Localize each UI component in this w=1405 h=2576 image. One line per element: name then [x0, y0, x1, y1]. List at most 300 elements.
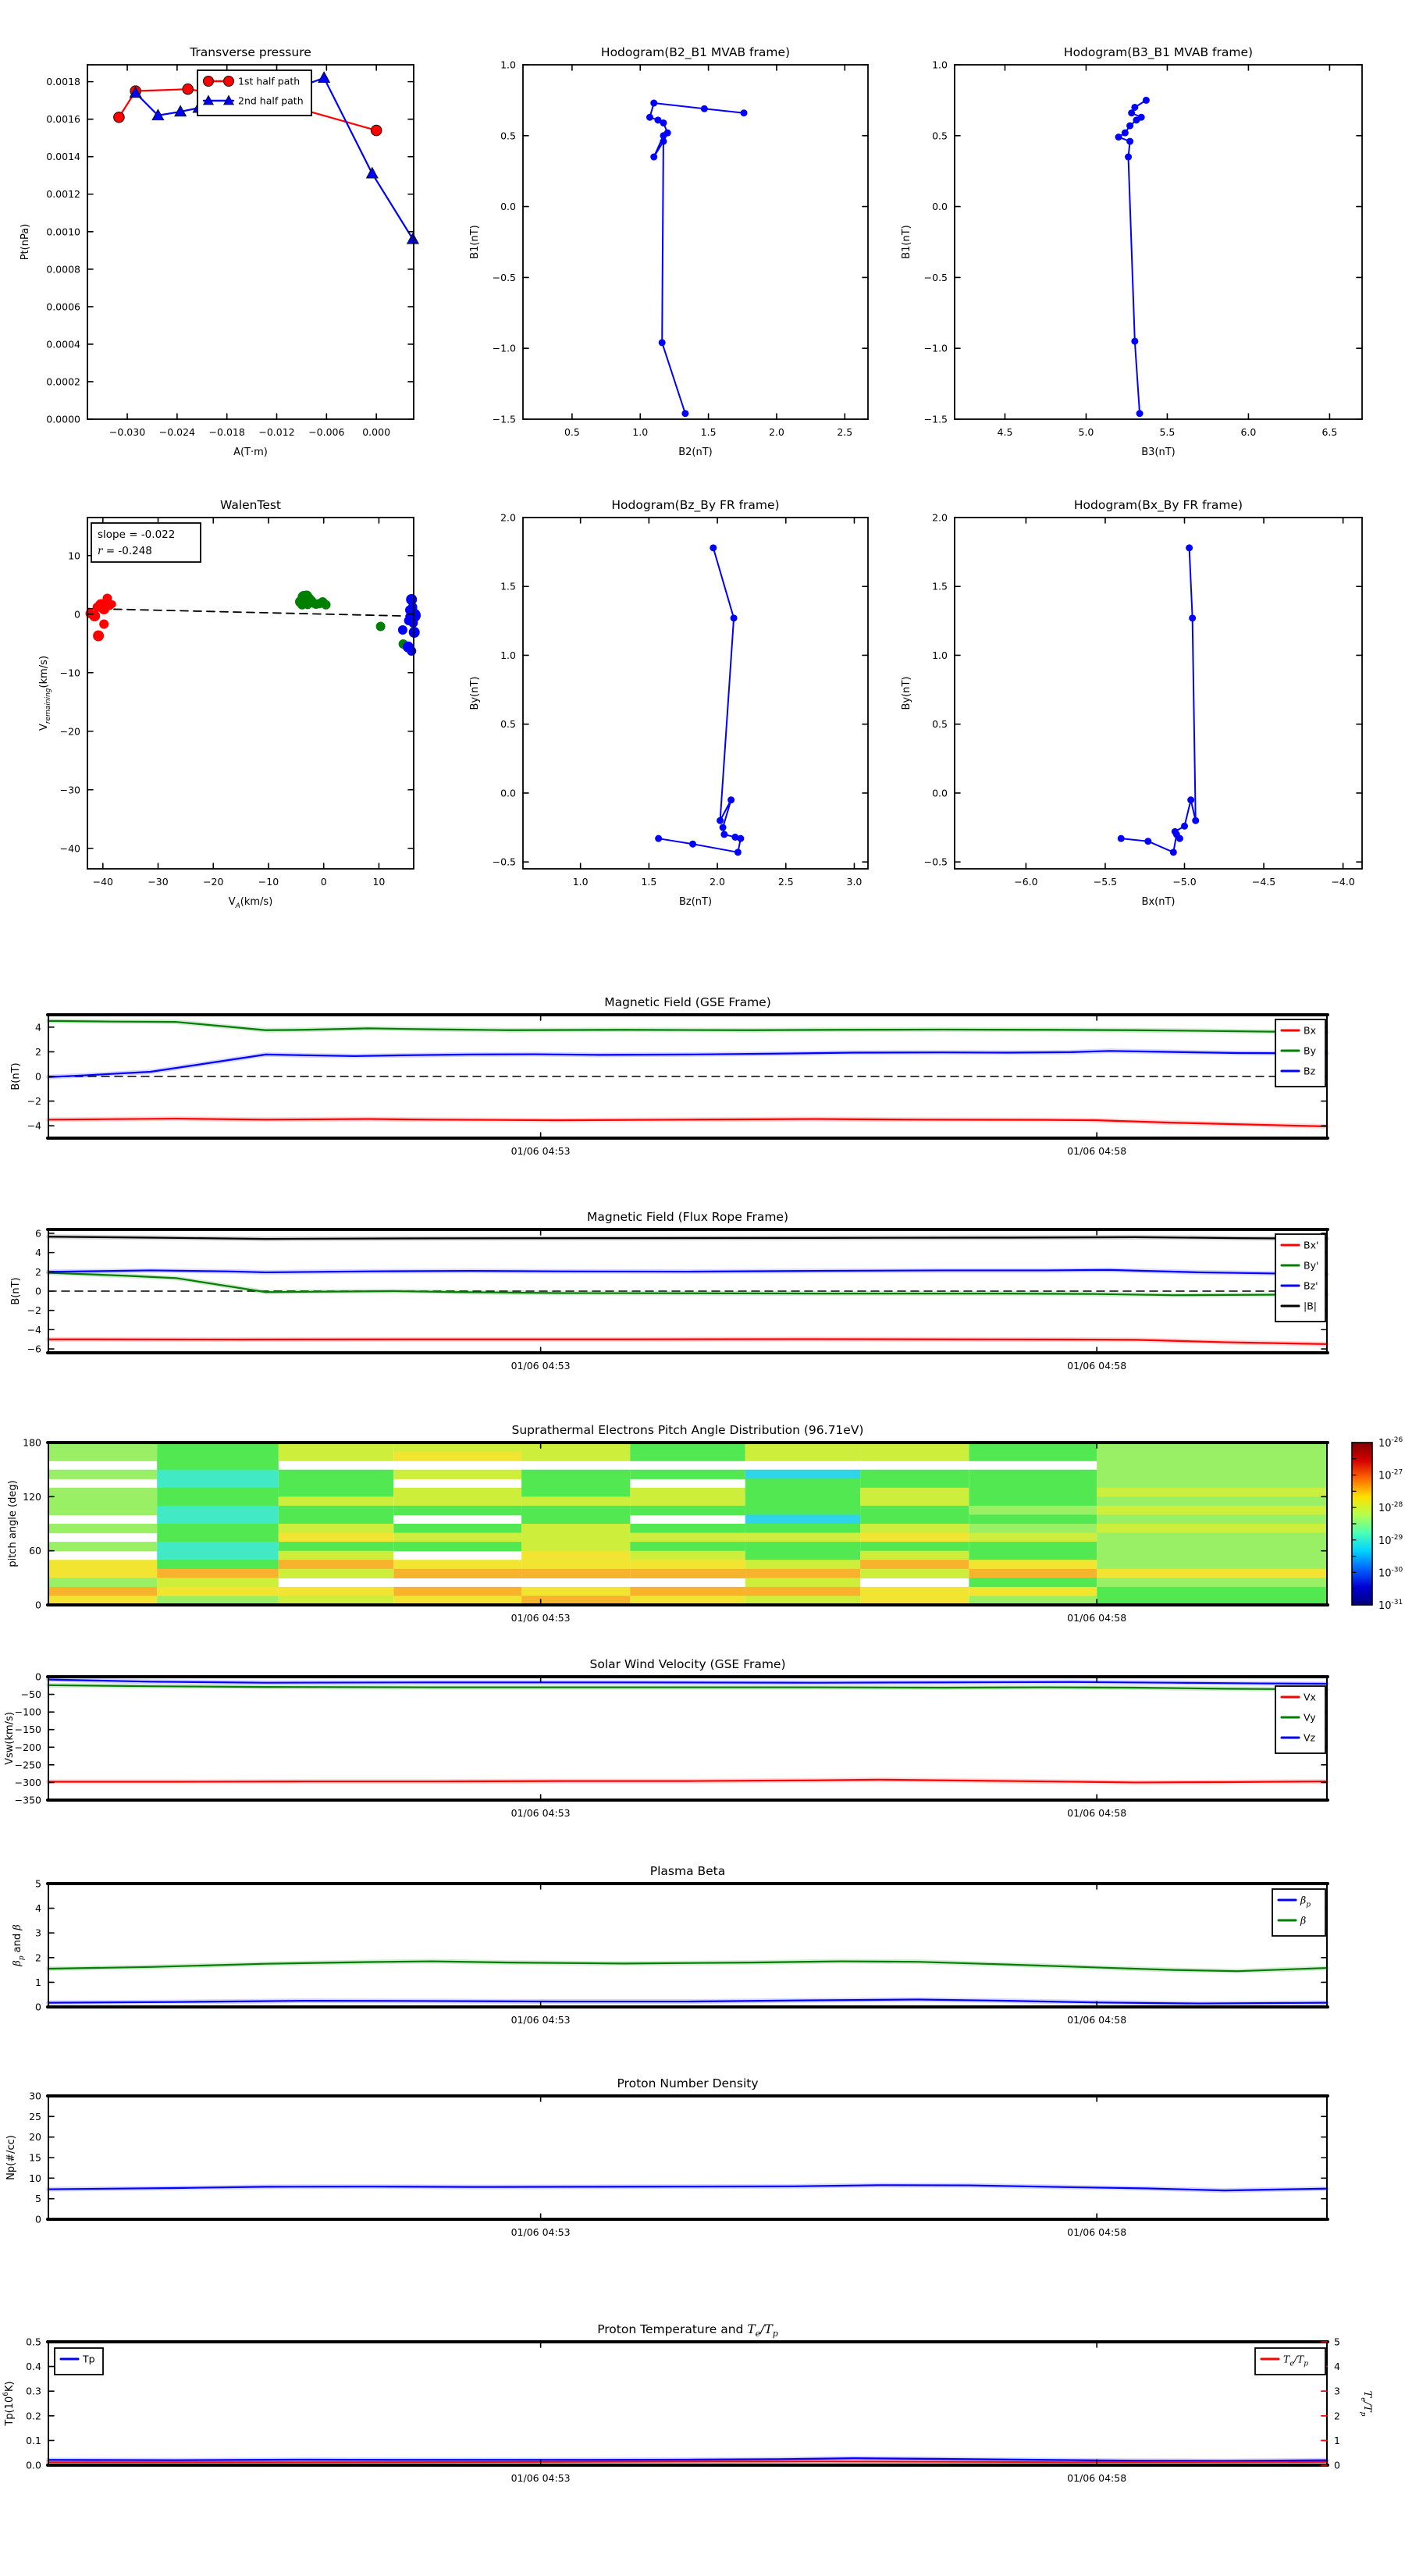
heatmap-cell — [521, 1488, 630, 1497]
y-axis-label: $\beta_p$ and β — [12, 1924, 26, 1966]
y-tick-label: 0 — [35, 1285, 41, 1297]
scatter-point — [304, 602, 311, 610]
x-tick-label: 2.0 — [769, 426, 784, 438]
legend-label: $\beta_p$ — [1300, 1894, 1311, 1909]
dot-marker — [727, 796, 735, 803]
y-tick-label: 0 — [35, 1599, 41, 1611]
y-tick-label: 0.0 — [932, 787, 948, 799]
legend-label: 2nd half path — [238, 94, 304, 107]
y-axis-label: By(nT) — [469, 676, 481, 710]
legend-label: |B| — [1304, 1300, 1317, 1312]
scatter-point — [398, 625, 407, 635]
legend-label: Vx — [1304, 1691, 1316, 1703]
legend-label: Bx — [1304, 1024, 1316, 1037]
y-tick-label: −10 — [59, 667, 80, 679]
heatmap-cell — [1097, 1587, 1327, 1596]
panel-title: Proton Temperature and $T_e/T_p$ — [597, 2322, 778, 2339]
dot-marker — [1170, 849, 1177, 856]
legend-box — [1272, 1889, 1325, 1936]
colorbar-tick-label: $10^{-26}$ — [1378, 1436, 1403, 1450]
x-tick-label: 01/06 04:53 — [510, 1807, 571, 1819]
x-tick-label: 6.5 — [1321, 426, 1338, 438]
panel-title: Suprathermal Electrons Pitch Angle Distribution (96.71eV) — [511, 1423, 864, 1437]
heatmap-cell — [1097, 1506, 1327, 1515]
legend-label: 1st half path — [238, 75, 301, 87]
x-tick-label: 01/06 04:58 — [1067, 1360, 1127, 1372]
legend-label: By — [1304, 1044, 1316, 1057]
heatmap-cell — [630, 1587, 745, 1596]
heatmap-cell — [521, 1524, 630, 1533]
stats-text-line: r = -0.248 — [98, 545, 152, 557]
y-tick-label: 0.0 — [932, 201, 948, 213]
dot-marker — [1143, 97, 1150, 104]
dot-marker — [1126, 123, 1133, 130]
circle-marker — [183, 84, 194, 94]
heatmap-cell — [745, 1587, 860, 1596]
dot-marker — [660, 132, 667, 139]
legend-label: Vy — [1304, 1711, 1316, 1724]
y-tick-label: −0.5 — [923, 271, 948, 283]
y-tick-label: 0 — [35, 2001, 41, 2013]
heatmap-cell — [521, 1587, 630, 1596]
x-axis-label: $V_A(km/s)$ — [228, 896, 273, 910]
y-axis-label: B1(nT) — [901, 225, 912, 259]
x-tick-label: −6.0 — [1014, 876, 1038, 888]
x-tick-label: −5.5 — [1093, 876, 1118, 888]
y-tick-label: 0.0018 — [46, 76, 80, 88]
dot-marker — [689, 841, 696, 848]
dot-marker — [1176, 835, 1183, 842]
heatmap-cell — [630, 1542, 745, 1551]
y-tick-label: −100 — [14, 1706, 41, 1718]
panel-title: WalenTest — [219, 498, 282, 512]
y-tick-label: 0.0004 — [46, 338, 80, 350]
heatmap-cell — [969, 1514, 1097, 1524]
heatmap-cell — [860, 1496, 969, 1506]
dot-marker — [1136, 410, 1144, 417]
panel-title: Hodogram(Bx_By FR frame) — [1073, 498, 1243, 512]
y-axis-label: B1(nT) — [469, 225, 481, 259]
y-tick-label: 2.0 — [932, 511, 948, 524]
y-tick-label: 0.0 — [500, 201, 516, 213]
heatmap-cell — [157, 1533, 279, 1542]
heatmap-cell — [393, 1524, 521, 1533]
legend-label: By' — [1304, 1259, 1319, 1272]
legend-label: β — [1300, 1914, 1307, 1927]
y-tick-label: −1.0 — [923, 342, 948, 354]
x-tick-label: −4.5 — [1251, 876, 1276, 888]
heatmap-cell — [745, 1470, 860, 1479]
heatmap-cell — [630, 1488, 745, 1497]
x-axis-label: Bz(nT) — [678, 896, 713, 908]
heatmap-cell — [745, 1478, 860, 1488]
x-tick-label: 01/06 04:58 — [1067, 2472, 1127, 2484]
y-tick-label: 4 — [35, 1902, 41, 1915]
dot-marker — [1144, 838, 1151, 845]
dot-marker — [710, 544, 717, 551]
circle-marker — [224, 76, 234, 87]
dot-marker — [1125, 154, 1132, 161]
heatmap-cell — [745, 1452, 860, 1461]
heatmap-cell — [521, 1470, 630, 1479]
heatmap-cell — [745, 1524, 860, 1533]
heatmap-cell — [969, 1470, 1097, 1479]
dot-marker — [659, 339, 666, 346]
y-tick-label: 15 — [29, 2151, 41, 2164]
y-axis-label: $V_{remaining}(km/s)$ — [38, 655, 52, 731]
legend-label: $T_e/T_p$ — [1283, 2353, 1308, 2368]
dot-marker — [646, 114, 653, 121]
y-tick-label: 20 — [29, 2131, 41, 2144]
dot-marker — [655, 835, 662, 842]
y-tick-label: 2 — [35, 1045, 41, 1058]
y-tick-label: 30 — [29, 2090, 41, 2102]
heatmap-cell — [860, 1587, 969, 1596]
heatmap-cell — [860, 1524, 969, 1533]
dot-marker — [1131, 338, 1138, 345]
panel-title: Transverse pressure — [190, 45, 311, 59]
heatmap-cell — [969, 1578, 1097, 1587]
legend-label: Tp — [83, 2353, 95, 2365]
y-tick-label: 0 — [35, 1670, 41, 1683]
panel-title: Solar Wind Velocity (GSE Frame) — [589, 1657, 786, 1671]
heatmap-cell — [279, 1587, 393, 1596]
heatmap-cell — [860, 1478, 969, 1488]
x-tick-label: −0.012 — [258, 426, 295, 438]
heatmap-cell — [279, 1470, 393, 1479]
scatter-point — [407, 646, 416, 656]
y-tick-label: 5 — [35, 2193, 41, 2205]
heatmap-cell — [157, 1542, 279, 1551]
y-tick-label: 0.5 — [500, 718, 516, 731]
y-tick-label: 1.0 — [500, 59, 516, 71]
heatmap-cell — [157, 1461, 279, 1470]
heatmap-cell — [745, 1488, 860, 1497]
heatmap-cell — [157, 1514, 279, 1524]
y-tick-label: −300 — [14, 1776, 41, 1788]
panel-title: Plasma Beta — [649, 1864, 726, 1878]
right-tick-label: 1 — [1334, 2434, 1340, 2446]
y-tick-label: 0 — [35, 1070, 41, 1083]
heatmap-cell — [157, 1560, 279, 1569]
heatmap-cell — [969, 1533, 1097, 1542]
x-axis-label: B3(nT) — [1141, 447, 1176, 458]
right-tick-label: 2 — [1334, 2410, 1340, 2422]
x-tick-label: −0.006 — [308, 426, 345, 438]
heatmap-cell — [279, 1506, 393, 1515]
y-tick-label: 2 — [35, 1265, 41, 1278]
dot-marker — [1126, 138, 1133, 145]
heatmap-cell — [745, 1560, 860, 1569]
heatmap-cell — [860, 1514, 969, 1524]
x-tick-label: 2.0 — [710, 876, 726, 888]
heatmap-cell — [860, 1488, 969, 1497]
heatmap-cell — [1097, 1533, 1327, 1542]
y-tick-label: 0.0 — [26, 2459, 41, 2471]
heatmap-cell — [860, 1551, 969, 1560]
right-tick-label: 0 — [1334, 2459, 1340, 2471]
circle-marker — [114, 112, 125, 123]
heatmap-cell — [279, 1569, 393, 1578]
x-tick-label: 2.5 — [777, 876, 794, 888]
y-tick-label: 0.0010 — [46, 226, 80, 238]
heatmap-cell — [969, 1542, 1097, 1551]
heatmap-cell — [630, 1551, 745, 1560]
legend-label: Bx' — [1304, 1239, 1319, 1251]
heatmap-cell — [279, 1452, 393, 1461]
heatmap-cell — [393, 1533, 521, 1542]
x-tick-label: 01/06 04:53 — [510, 1612, 571, 1624]
dot-marker — [735, 849, 742, 856]
x-tick-label: 1.0 — [632, 426, 649, 438]
heatmap-cell — [393, 1560, 521, 1569]
heatmap-cell — [157, 1452, 279, 1461]
y-axis-label: B(nT) — [10, 1277, 22, 1305]
heatmap-cell — [393, 1542, 521, 1551]
heatmap-cell — [1097, 1478, 1327, 1488]
x-tick-label: 1.5 — [641, 876, 657, 888]
y-tick-label: 2 — [35, 1952, 41, 1964]
dot-marker — [717, 817, 724, 824]
y-axis-label: B(nT) — [10, 1062, 22, 1091]
y-axis-label: Vsw(km/s) — [4, 1712, 16, 1765]
y-axis-label: Pt(nPa) — [20, 223, 31, 261]
heatmap-cell — [969, 1587, 1097, 1596]
panel-title: Hodogram(B2_B1 MVAB frame) — [600, 45, 791, 59]
y-tick-label: −0.5 — [923, 856, 948, 868]
y-tick-label: 120 — [23, 1490, 41, 1503]
dot-marker — [1115, 133, 1122, 141]
y-tick-label: 0.3 — [26, 2385, 41, 2397]
heatmap-cell — [157, 1587, 279, 1596]
x-tick-label: 01/06 04:53 — [510, 2226, 571, 2238]
y-tick-label: 10 — [68, 550, 80, 562]
y-tick-label: 0.0012 — [46, 188, 80, 201]
y-tick-label: 180 — [23, 1436, 41, 1449]
heatmap-cell — [630, 1452, 745, 1461]
y-tick-label: 0.0016 — [46, 113, 80, 126]
heatmap-cell — [1097, 1560, 1327, 1569]
x-axis-label: A(T·m) — [233, 447, 268, 458]
heatmap-cell — [1097, 1514, 1327, 1524]
x-tick-label: −30 — [148, 876, 169, 888]
dot-marker — [1181, 823, 1188, 830]
series-Te/Tp — [48, 2461, 1327, 2462]
heatmap-cell — [157, 1496, 279, 1506]
x-tick-label: 5.5 — [1159, 426, 1176, 438]
x-tick-label: 4.5 — [997, 426, 1013, 438]
heatmap-cell — [1097, 1488, 1327, 1497]
heatmap-cell — [279, 1496, 393, 1506]
y-axis-label: pitch angle (deg) — [7, 1480, 19, 1567]
series-|B| — [48, 1236, 1327, 1239]
series-line — [48, 2461, 1327, 2462]
heatmap-cell — [630, 1560, 745, 1569]
dot-marker — [1128, 109, 1135, 116]
x-tick-label: −10 — [258, 876, 279, 888]
dot-marker — [1187, 796, 1194, 803]
right-axis-label: $T_e/T_p$ — [1359, 2390, 1373, 2417]
x-tick-label: −40 — [92, 876, 113, 888]
heatmap-cell — [279, 1551, 393, 1560]
heatmap-cell — [860, 1542, 969, 1551]
colorbar-tick-label: $10^{-27}$ — [1378, 1468, 1403, 1482]
heatmap-cell — [521, 1514, 630, 1524]
y-axis-label: By(nT) — [901, 676, 912, 710]
scatter-point — [99, 620, 108, 629]
y-tick-label: 0.0000 — [46, 413, 80, 425]
x-tick-label: 1.5 — [700, 426, 717, 438]
colorbar-tick-label: $10^{-29}$ — [1378, 1533, 1403, 1547]
panel-title: Proton Number Density — [617, 2076, 759, 2090]
y-tick-label: 10 — [29, 2172, 41, 2184]
heatmap-cell — [48, 1569, 157, 1578]
heatmap-cell — [1097, 1578, 1327, 1587]
dot-marker — [1186, 544, 1193, 551]
heatmap-cell — [969, 1488, 1097, 1497]
heatmap-cell — [860, 1452, 969, 1461]
colorbar-tick-label: $10^{-31}$ — [1378, 1599, 1403, 1612]
y-tick-label: 0.5 — [500, 130, 516, 142]
scatter-point — [376, 622, 386, 632]
heatmap-cell — [969, 1524, 1097, 1533]
panel-title: Magnetic Field (GSE Frame) — [604, 995, 771, 1009]
y-tick-label: −40 — [59, 842, 80, 855]
circle-marker — [204, 76, 214, 87]
y-tick-label: −50 — [20, 1688, 41, 1701]
y-tick-label: 0.5 — [26, 2336, 41, 2348]
y-tick-label: 25 — [29, 2110, 41, 2122]
dot-marker — [720, 831, 727, 838]
y-tick-label: 0.0002 — [46, 375, 80, 388]
heatmap-cell — [1097, 1551, 1327, 1560]
heatmap-cell — [745, 1578, 860, 1587]
y-tick-label: 0.4 — [26, 2361, 41, 2373]
y-tick-label: −0.5 — [492, 271, 516, 283]
y-tick-label: 0 — [74, 608, 80, 621]
x-tick-label: 6.0 — [1240, 426, 1257, 438]
heatmap-cell — [521, 1452, 630, 1461]
heatmap-cell — [521, 1560, 630, 1569]
dot-marker — [650, 100, 657, 107]
x-tick-label: 1.0 — [572, 876, 589, 888]
y-tick-label: 0.1 — [26, 2434, 41, 2446]
y-tick-label: −0.5 — [492, 856, 516, 868]
heatmap-cell — [745, 1569, 860, 1578]
dot-marker — [720, 824, 727, 831]
heatmap-cell — [630, 1524, 745, 1533]
heatmap-cell — [157, 1569, 279, 1578]
y-tick-label: −1.5 — [923, 413, 948, 425]
heatmap-cell — [969, 1452, 1097, 1461]
dot-marker — [731, 614, 738, 621]
dot-marker — [701, 105, 708, 112]
heatmap-cell — [521, 1506, 630, 1515]
heatmap-cell — [969, 1551, 1097, 1560]
x-axis-label: Bx(nT) — [1141, 896, 1176, 908]
heatmap-cell — [279, 1533, 393, 1542]
heatmap-cell — [48, 1578, 157, 1587]
heatmap-cell — [630, 1496, 745, 1506]
y-tick-label: 1 — [35, 1976, 41, 1988]
y-tick-label: −4 — [27, 1119, 41, 1132]
heatmap-cell — [969, 1506, 1097, 1515]
heatmap-cell — [279, 1524, 393, 1533]
y-tick-label: 2.0 — [500, 511, 516, 524]
stats-text-line: slope = -0.022 — [98, 528, 176, 541]
heatmap-cell — [860, 1533, 969, 1542]
y-tick-label: −1.5 — [492, 413, 516, 425]
legend-box — [55, 2348, 103, 2375]
heatmap-cell — [745, 1514, 860, 1524]
x-tick-label: 01/06 04:58 — [1067, 2014, 1127, 2026]
dot-marker — [650, 154, 657, 161]
y-tick-label: 0.0 — [500, 787, 516, 799]
x-tick-label: −5.0 — [1172, 876, 1197, 888]
heatmap-cell — [157, 1470, 279, 1479]
x-tick-label: −20 — [203, 876, 224, 888]
y-tick-label: 6 — [35, 1227, 41, 1240]
dot-marker — [1133, 116, 1140, 123]
heatmap-cell — [860, 1560, 969, 1569]
y-tick-label: 1.0 — [932, 649, 948, 661]
y-tick-label: −2 — [27, 1095, 41, 1108]
x-tick-label: −0.018 — [208, 426, 245, 438]
heatmap-cell — [393, 1452, 521, 1461]
heatmap-cell — [630, 1533, 745, 1542]
heatmap-cell — [279, 1560, 393, 1569]
y-tick-label: −4 — [27, 1323, 41, 1336]
y-tick-label: −1.0 — [492, 342, 516, 354]
colorbar-tick-label: $10^{-28}$ — [1378, 1501, 1403, 1515]
dot-marker — [1118, 835, 1125, 842]
heatmap-cell — [521, 1496, 630, 1506]
heatmap-cell — [48, 1470, 157, 1479]
x-tick-label: 01/06 04:58 — [1067, 1145, 1127, 1157]
heatmap-cell — [630, 1506, 745, 1515]
x-tick-label: 0.5 — [564, 426, 580, 438]
heatmap-cell — [969, 1496, 1097, 1506]
x-tick-label: 01/06 04:53 — [510, 1360, 571, 1372]
legend-label: Bz' — [1304, 1279, 1318, 1292]
heatmap-cell — [157, 1551, 279, 1560]
series-Vy — [48, 1685, 1327, 1689]
dot-marker — [1189, 614, 1196, 621]
x-tick-label: 5.0 — [1078, 426, 1094, 438]
y-tick-label: 1.5 — [500, 580, 516, 592]
heatmap-cell — [969, 1478, 1097, 1488]
heatmap-cell — [1097, 1569, 1327, 1578]
heatmap-cell — [393, 1587, 521, 1596]
y-tick-label: 0.0014 — [46, 151, 80, 163]
heatmap-cell — [745, 1496, 860, 1506]
heatmap-cell — [521, 1542, 630, 1551]
x-tick-label: 01/06 04:58 — [1067, 1807, 1127, 1819]
heatmap-cell — [521, 1533, 630, 1542]
dot-marker — [1192, 817, 1199, 824]
heatmap-cell — [48, 1587, 157, 1596]
x-tick-label: −0.030 — [108, 426, 146, 438]
y-tick-label: −2 — [27, 1304, 41, 1317]
dot-marker — [660, 119, 667, 126]
heatmap-cell — [1097, 1452, 1327, 1461]
heatmap-cell — [393, 1488, 521, 1497]
scatter-point — [322, 600, 331, 610]
heatmap-cell — [48, 1488, 157, 1497]
x-tick-label: 01/06 04:58 — [1067, 2226, 1127, 2238]
heatmap-cell — [48, 1452, 157, 1461]
heatmap-cell — [745, 1506, 860, 1515]
